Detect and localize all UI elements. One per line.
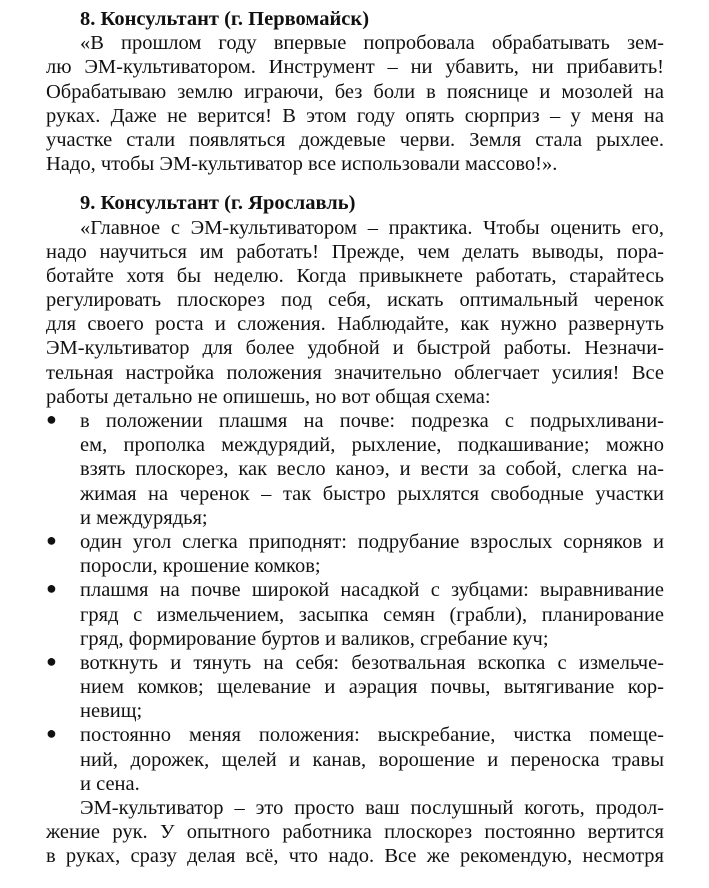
paragraph-line: участке стали появляться дождевые черви. Земля стала рыхлее.	[46, 128, 664, 151]
section-heading: 8. Консультант (г. Первомайск)	[80, 8, 370, 30]
paragraph-line: жение рук. У опытного работника плоскорез постоянно вертится	[46, 821, 664, 844]
paragraph-line: надо научиться им работать! Прежде, чем делать выводы, пора-	[46, 240, 664, 263]
paragraph-line: ЭМ-культиватор – это просто ваш послушный коготь, продол-	[80, 797, 664, 819]
paragraph-line: регулировать плоскорез под себя, искать оптимальный черенок	[46, 289, 664, 312]
list-item-line: гряд, формирование буртов и валиков, сгребание куч;	[80, 627, 549, 650]
list-item	[46, 409, 664, 530]
bullet-icon: ●	[46, 650, 57, 671]
bullet-icon: ●	[46, 409, 57, 429]
list-item-line: воткнуть и тянуть на себя: безотвальная вскопка с измельче-	[80, 651, 664, 674]
list-item-line: гряд с измельчением, засыпка семян (грабли), планирование	[80, 603, 664, 626]
list-item-line: и сена.	[80, 772, 140, 795]
paragraph-line: тельная настройка положения значительно облегчает усилия! Все	[46, 361, 664, 384]
bullet-icon: ●	[46, 529, 57, 550]
paragraph-line: в руках, сразу делая всё, что надо. Все же рекомендую, несмотря	[46, 845, 664, 868]
list-item-line: постоянно меняя положения: выскребание, чистка помеще-	[80, 724, 664, 747]
list-item-line: плашмя на почве широкой насадкой с зубцами: выравнивание	[80, 579, 664, 602]
paragraph-line: для своего роста и сложения. Наблюдайте, как нужно развернуть	[46, 313, 664, 336]
list-item-line: один угол слегка приподнят: подрубание взрослых сорняков и	[80, 530, 664, 553]
list-item-line: и междурядья;	[80, 506, 208, 529]
list-item-line: в положении плашмя на почве: подрезка с подрыхливани-	[80, 410, 664, 432]
list-item-line: поросли, крошение комков;	[80, 555, 321, 578]
section-9	[46, 191, 664, 868]
list-item-line: нием комков; щелевание и аэрация почвы, вытягивание кор-	[80, 676, 664, 699]
paragraph-line: руках. Даже не верится! В этом году опять сюрприз – у меня на	[46, 104, 664, 127]
paragraph-line: работы детально не опишешь, но вот общая схема:	[46, 385, 491, 408]
paragraph-line: «В прошлом году впервые попробовала обрабатывать зем-	[80, 32, 664, 55]
list-item-line: ем, прополка междурядий, рыхление, подкашивание; можно	[80, 434, 664, 457]
list-item	[46, 578, 664, 651]
paragraph-line: Надо, чтобы ЭМ-культиватор все использовали массово!».	[46, 153, 558, 176]
paragraph-line: Обрабатываю землю играючи, без боли в пояснице и мозолей на	[46, 80, 664, 103]
list-item	[46, 723, 664, 796]
list-item-line: ний, дорожек, щелей и канав, ворошение и переноска травы	[80, 748, 664, 771]
list-item-line: невищ;	[80, 700, 143, 723]
list-item-line: жимая на черенок – так быстро рыхлятся свободные участки	[80, 482, 664, 505]
paragraph-line: ботайте хотя бы неделю. Когда привыкнете работать, старайтесь	[46, 264, 664, 287]
bullet-icon: ●	[46, 578, 57, 599]
document-page	[46, 0, 664, 869]
list-item	[46, 530, 664, 578]
paragraph-line: «Главное с ЭМ-культиватором – практика. Чтобы оценить его,	[80, 216, 664, 239]
section-8	[46, 7, 664, 176]
paragraph-line: лю ЭМ-культиватором. Инструмент – ни убавить, ни прибавить!	[46, 56, 664, 79]
list-item-line: взять плоскорез, как весло каноэ, и вести за собой, слегка на-	[80, 458, 664, 481]
paragraph-line: ЭМ-культиватор для более удобной и быстрой работы. Незначи-	[46, 337, 664, 360]
bullet-icon: ●	[46, 723, 57, 744]
section-heading: 9. Консультант (г. Ярославль)	[80, 192, 356, 215]
list-item	[46, 651, 664, 724]
